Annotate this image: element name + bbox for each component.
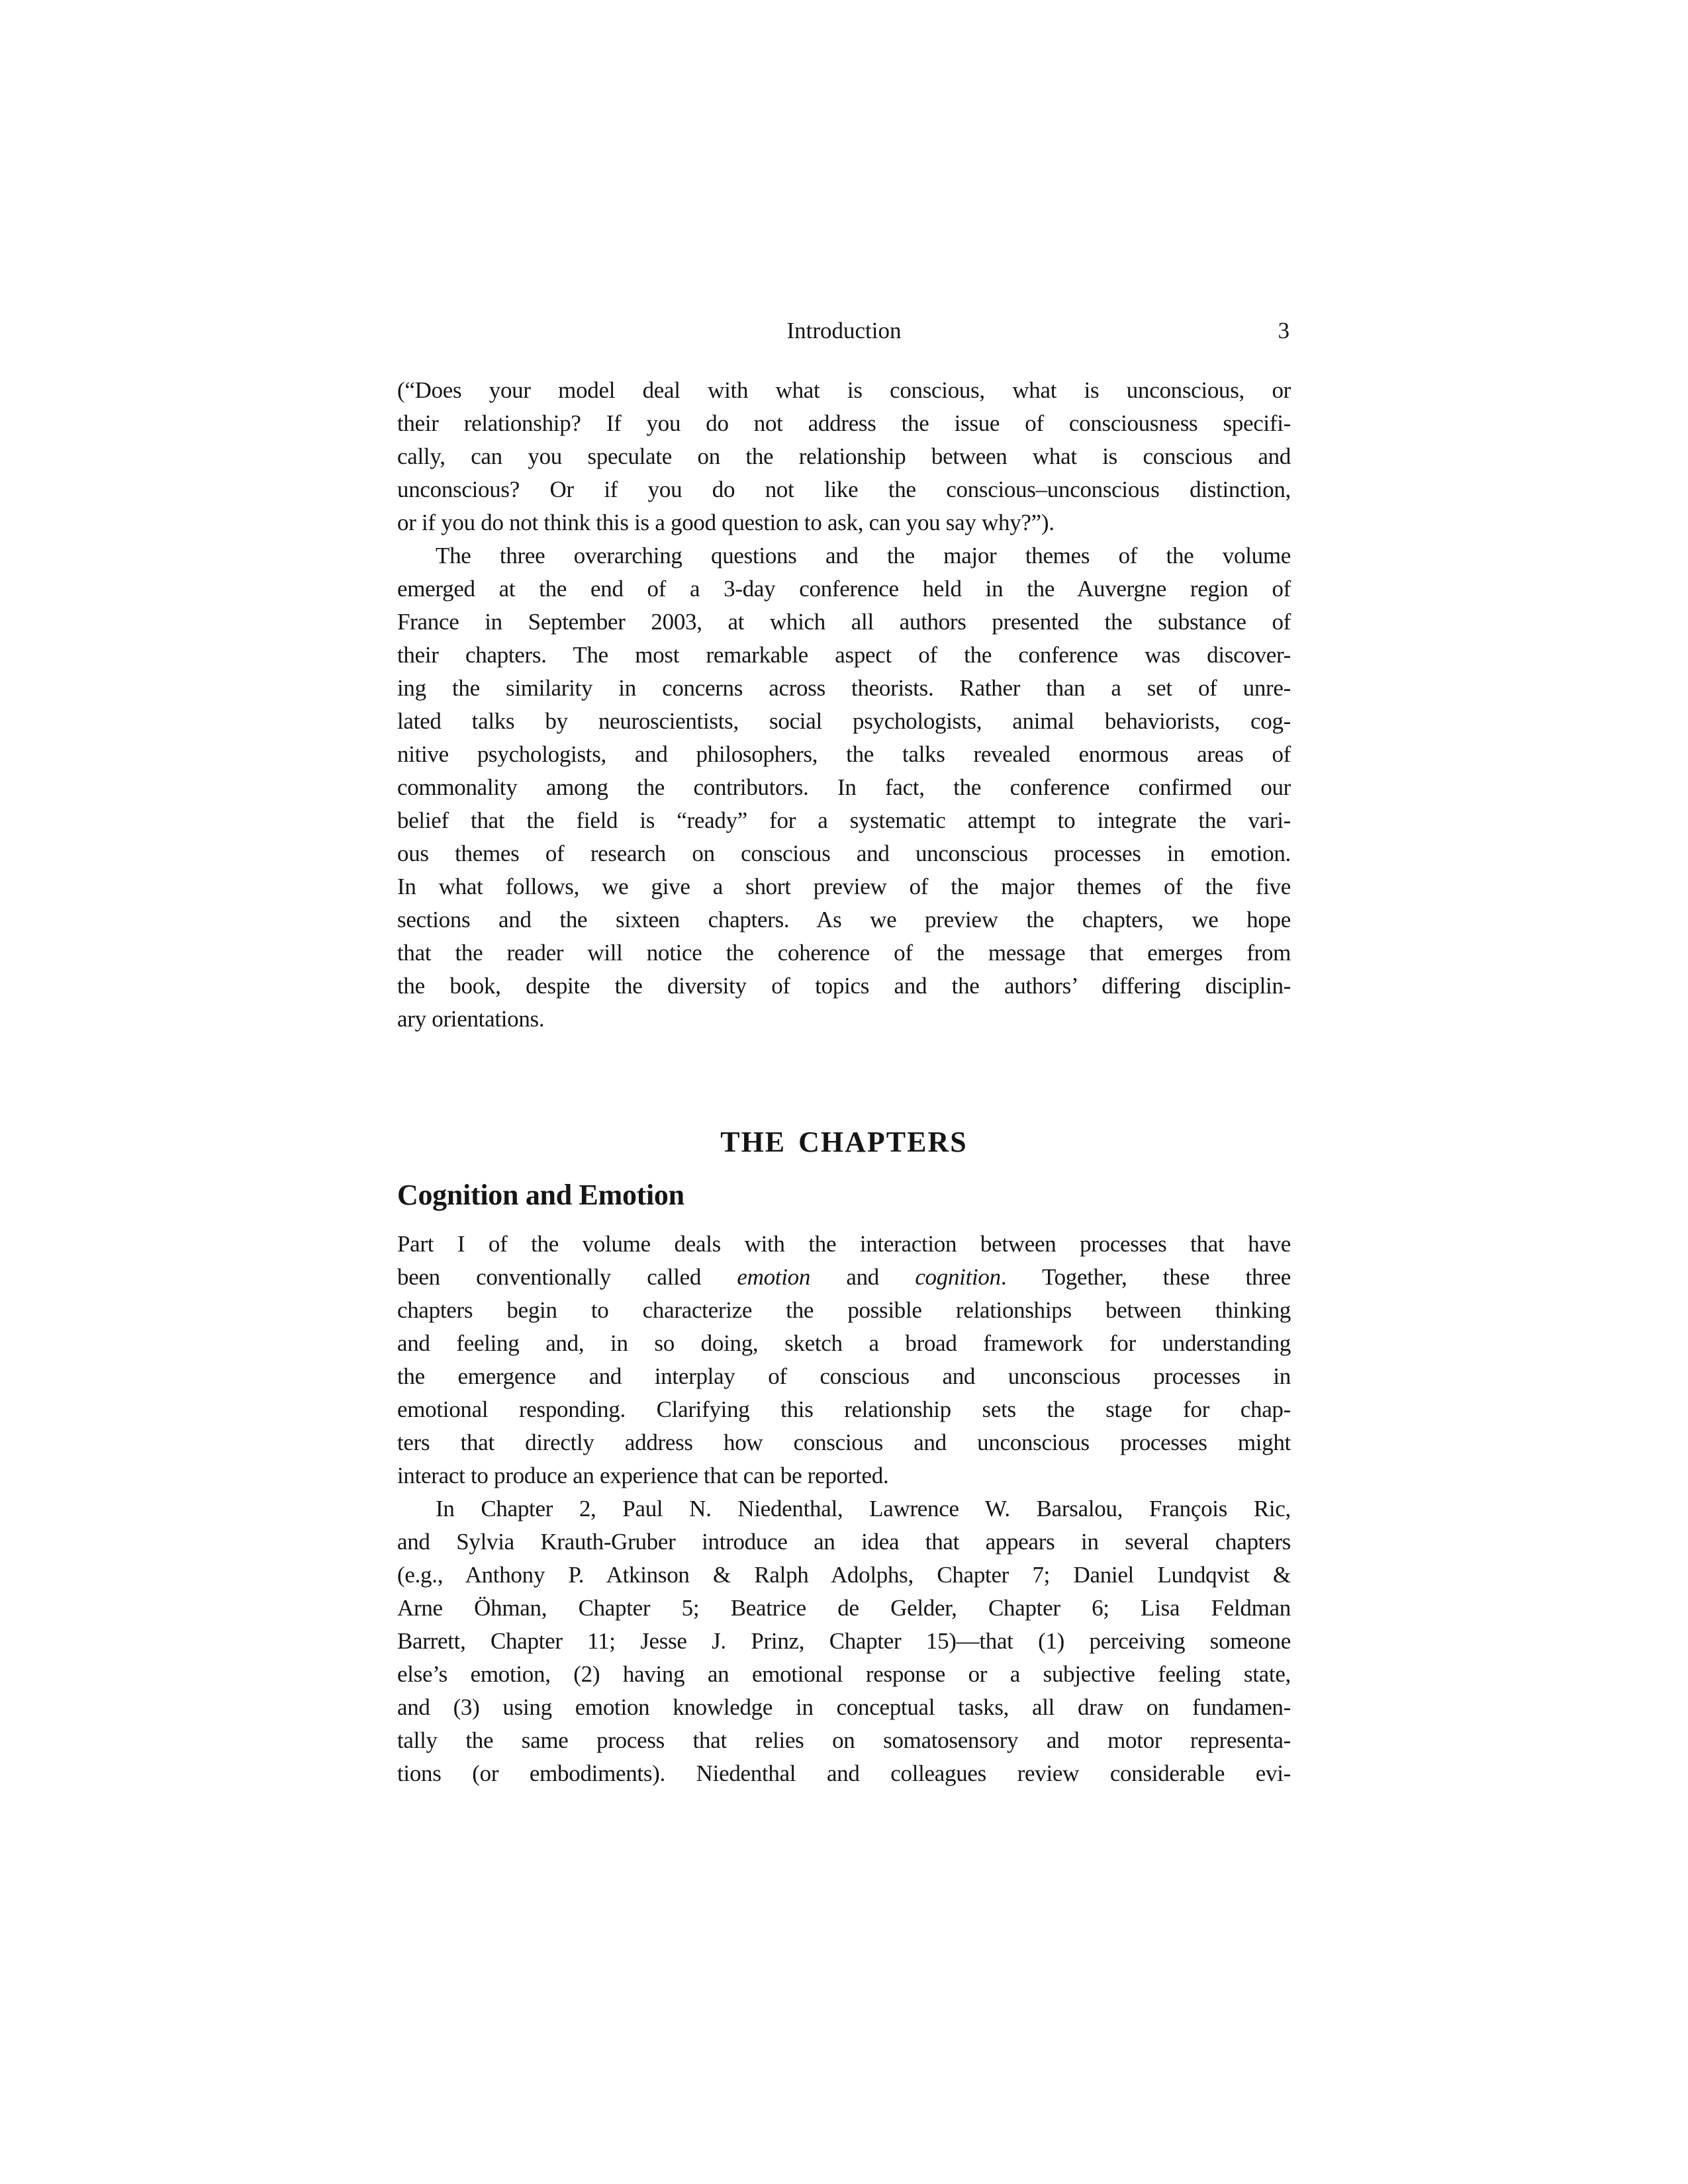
paragraph-line: ters that directly address how conscious and unconscious processes might bbox=[397, 1430, 1291, 1455]
paragraph-line: France in September 2003, at which all authors presented the substance of bbox=[397, 609, 1291, 635]
section-heading: THE CHAPTERS bbox=[720, 1126, 968, 1158]
paragraph-line: ary orientations. bbox=[397, 1006, 545, 1032]
body-text bbox=[397, 374, 1291, 1790]
paragraph-line: that the reader will notice the coherence of the message that emerges from bbox=[397, 940, 1291, 966]
paragraph-line: cally, can you speculate on the relationship between what is conscious and bbox=[397, 443, 1291, 469]
paragraph bbox=[397, 1228, 1291, 1492]
paragraph-line: the book, despite the diversity of topics and the authors’ differing disciplin- bbox=[397, 973, 1291, 999]
paragraph-line: commonality among the contributors. In fact, the conference confirmed our bbox=[397, 774, 1291, 800]
paragraph-line: nitive psychologists, and philosophers, the talks revealed enormous areas of bbox=[397, 741, 1291, 767]
paragraph bbox=[397, 374, 1291, 539]
paragraph-line: emotional responding. Clarifying this relationship sets the stage for chap- bbox=[397, 1396, 1291, 1422]
paragraph-line: Arne Öhman, Chapter 5; Beatrice de Gelder, Chapter 6; Lisa Feldman bbox=[397, 1595, 1291, 1621]
paragraph-line: and (3) using emotion knowledge in conceptual tasks, all draw on fundamen- bbox=[397, 1694, 1291, 1720]
paragraph-line: and Sylvia Krauth-Gruber introduce an idea that appears in several chapters bbox=[397, 1529, 1291, 1555]
paragraph-line: Barrett, Chapter 11; Jesse J. Prinz, Chapter 15)—that (1) perceiving someone bbox=[397, 1628, 1291, 1654]
paragraph-line: In Chapter 2, Paul N. Niedenthal, Lawrence W. Barsalou, François Ric, bbox=[436, 1496, 1291, 1522]
paragraph-line: ous themes of research on conscious and unconscious processes in emotion. bbox=[397, 841, 1291, 866]
paragraph-line: interact to produce an experience that can be reported. bbox=[397, 1463, 889, 1488]
paragraph-line: and feeling and, in so doing, sketch a broad framework for understanding bbox=[397, 1330, 1291, 1356]
text-column bbox=[397, 315, 1291, 1790]
paragraph-line: their chapters. The most remarkable aspect of the conference was discover- bbox=[397, 642, 1291, 668]
paragraph-line: The three overarching questions and the major themes of the volume bbox=[436, 543, 1291, 569]
paragraph-line: tally the same process that relies on somatosensory and motor representa- bbox=[397, 1727, 1291, 1753]
paragraph-line: sections and the sixteen chapters. As we preview the chapters, we hope bbox=[397, 907, 1291, 933]
paragraph-line: tions (or embodiments). Niedenthal and colleagues review considerable evi- bbox=[397, 1760, 1291, 1786]
paragraph-line: unconscious? Or if you do not like the conscious–unconscious distinction, bbox=[397, 477, 1291, 502]
paragraph-line: else’s emotion, (2) having an emotional response or a subjective feeling state, bbox=[397, 1661, 1291, 1687]
paragraph-line: ing the similarity in concerns across theorists. Rather than a set of unre- bbox=[397, 675, 1291, 701]
paragraph-line: emerged at the end of a 3-day conference held in the Auvergne region of bbox=[397, 576, 1291, 602]
paragraph bbox=[397, 1492, 1291, 1790]
paragraph-line: (e.g., Anthony P. Atkinson & Ralph Adolphs, Chapter 7; Daniel Lundqvist & bbox=[397, 1562, 1291, 1588]
running-head bbox=[397, 315, 1291, 347]
page-number: 3 bbox=[1278, 318, 1289, 343]
paragraph-line: the emergence and interplay of conscious and unconscious processes in bbox=[397, 1363, 1291, 1389]
paragraph-line: lated talks by neuroscientists, social psychologists, animal behaviorists, cog- bbox=[397, 708, 1291, 734]
paragraph-line: been conventionally called emotion and cognition. Together, these three bbox=[397, 1264, 1291, 1290]
subsection-heading: Cognition and Emotion bbox=[397, 1179, 684, 1211]
paragraph-line: In what follows, we give a short preview of the major themes of the five bbox=[397, 874, 1291, 899]
running-head-title: Introduction bbox=[786, 318, 902, 343]
paragraph-line: belief that the field is “ready” for a systematic attempt to integrate the vari- bbox=[397, 807, 1291, 833]
paragraph-line: Part I of the volume deals with the interaction between processes that have bbox=[397, 1231, 1291, 1257]
paragraph-line: chapters begin to characterize the possible relationships between thinking bbox=[397, 1297, 1291, 1323]
paragraph-line: (“Does your model deal with what is conscious, what is unconscious, or bbox=[397, 377, 1291, 403]
paragraph bbox=[397, 539, 1291, 1036]
paragraph-line: or if you do not think this is a good question to ask, can you say why?”). bbox=[397, 510, 1055, 535]
paragraph-line: their relationship? If you do not address the issue of consciousness specifi- bbox=[397, 410, 1291, 436]
